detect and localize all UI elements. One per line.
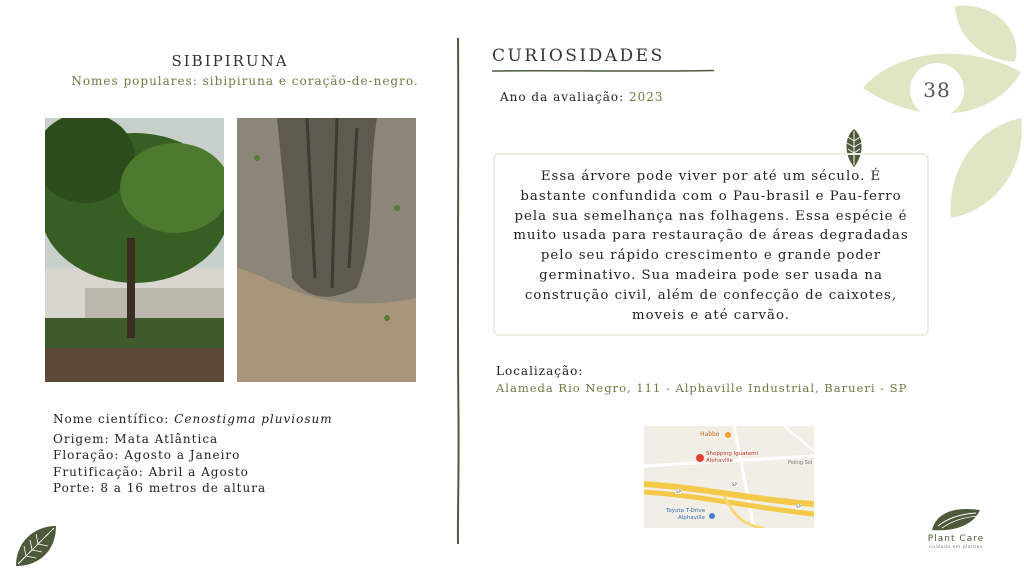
scientific-name-value: Cenostigma pluviosum [174,412,333,426]
curiosities-text-box [493,153,929,336]
plant-care-logo-icon [930,504,982,532]
location-address: Alameda Rio Negro, 111 - Alphaville Industrial, Barueri - SP [496,381,908,395]
location-label: Localização: [496,364,584,378]
evaluation-year-value: 2023 [628,90,664,104]
leaf-bottom-left-icon [12,522,60,570]
map-poi-shopping-1: Shopping Iguatemi [706,451,758,457]
curiosities-text: Essa árvore pode viver por até um século. É bastante confundida com o Pau-brasil e Pau-ferro pela sua semelhança nas folhagens. Essa espécie é muito usada para restauração de áreas degradadas pelo seu rápido crescimento e grande poder germinativo. Sua madeira pode ser usada na construção civil, além de confecção de caixotes, moveis e até carvão. [513,169,909,323]
origin-row: Origem: Mata Atlântica [53,432,219,446]
page-number-badge [910,63,964,117]
map-road-label-1: SP [676,489,681,494]
fruiting-row: Frutificação: Abril a Agosto [53,465,249,479]
species-title: SIBIPIRUNA [171,52,289,70]
popular-names: Nomes populares: sibipiruna e coração-de-negro. [71,74,419,88]
leaf-top-icon [955,6,1016,62]
curiosities-title: CURIOSIDADES [492,46,665,66]
page-number: 38 [923,78,951,102]
trunk-photo [237,118,416,382]
map-poi-shopping-2: Alphaville [706,458,733,464]
scientific-name-row [53,412,333,426]
map-poi-toyota-1: Toyota T-Drive [666,508,706,514]
map-road-label-3: SP [796,504,801,509]
map-poi-toyota-2: Alphaville [678,515,705,521]
flowering-row: Floração: Agosto a Janeiro [53,448,241,462]
curiosities-underline [492,69,714,73]
brand-tagline: cuidado em plantas [929,545,983,550]
leaf-bottom-icon [951,118,1022,218]
column-divider [456,38,460,544]
map-poi-habbo: Habbo [700,431,720,438]
map-road-label-2: SP [732,482,737,487]
brand-name: Plant Care [927,534,985,544]
evaluation-year-label: Ano da avaliação: [500,90,629,104]
location-map[interactable] [644,426,814,528]
evaluation-year-row [500,90,664,104]
size-row: Porte: 8 a 16 metros de altura [53,481,267,495]
map-poi-peling: Peling Sol [788,460,813,466]
tree-photo [45,118,224,382]
scientific-name-label: Nome científico: [53,412,175,426]
